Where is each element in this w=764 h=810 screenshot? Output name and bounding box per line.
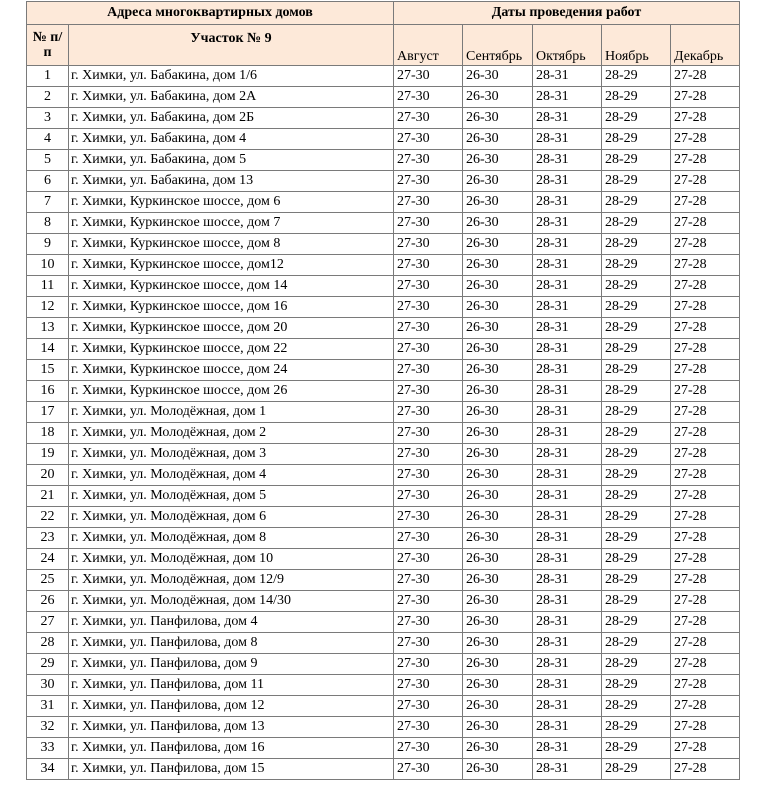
date-cell: 28-29 bbox=[602, 381, 671, 402]
row-number: 21 bbox=[27, 486, 69, 507]
date-cell: 27-30 bbox=[394, 528, 463, 549]
month-september: Сентябрь bbox=[463, 25, 533, 66]
address-cell: г. Химки, ул. Панфилова, дом 12 bbox=[69, 696, 394, 717]
address-cell: г. Химки, Куркинское шоссе, дом 6 bbox=[69, 192, 394, 213]
table-row bbox=[27, 759, 740, 780]
date-cell: 27-28 bbox=[671, 213, 740, 234]
date-cell: 26-30 bbox=[463, 570, 533, 591]
date-cell: 28-29 bbox=[602, 87, 671, 108]
date-cell: 28-31 bbox=[533, 465, 602, 486]
date-cell: 27-30 bbox=[394, 654, 463, 675]
date-cell: 27-28 bbox=[671, 759, 740, 780]
date-cell: 27-30 bbox=[394, 339, 463, 360]
row-number: 2 bbox=[27, 87, 69, 108]
date-cell: 27-28 bbox=[671, 108, 740, 129]
address-cell: г. Химки, ул. Молодёжная, дом 8 bbox=[69, 528, 394, 549]
date-cell: 27-30 bbox=[394, 255, 463, 276]
date-cell: 27-28 bbox=[671, 549, 740, 570]
row-number: 25 bbox=[27, 570, 69, 591]
date-cell: 28-29 bbox=[602, 591, 671, 612]
date-cell: 27-30 bbox=[394, 171, 463, 192]
date-cell: 27-28 bbox=[671, 276, 740, 297]
address-cell: г. Химки, ул. Молодёжная, дом 2 bbox=[69, 423, 394, 444]
addresses-title: Адреса многоквартирных домов bbox=[27, 2, 394, 25]
date-cell: 27-30 bbox=[394, 66, 463, 87]
date-cell: 27-30 bbox=[394, 318, 463, 339]
date-cell: 26-30 bbox=[463, 171, 533, 192]
row-number: 15 bbox=[27, 360, 69, 381]
table-row bbox=[27, 675, 740, 696]
month-december: Декабрь bbox=[671, 25, 740, 66]
date-cell: 26-30 bbox=[463, 402, 533, 423]
table-row bbox=[27, 87, 740, 108]
address-cell: г. Химки, ул. Молодёжная, дом 6 bbox=[69, 507, 394, 528]
date-cell: 27-28 bbox=[671, 255, 740, 276]
date-cell: 27-30 bbox=[394, 87, 463, 108]
date-cell: 28-31 bbox=[533, 339, 602, 360]
row-number: 17 bbox=[27, 402, 69, 423]
month-august: Август bbox=[394, 25, 463, 66]
row-number: 13 bbox=[27, 318, 69, 339]
table-row bbox=[27, 171, 740, 192]
date-cell: 26-30 bbox=[463, 465, 533, 486]
table-row bbox=[27, 654, 740, 675]
date-cell: 28-29 bbox=[602, 759, 671, 780]
date-cell: 28-31 bbox=[533, 318, 602, 339]
table-row bbox=[27, 192, 740, 213]
date-cell: 27-30 bbox=[394, 675, 463, 696]
date-cell: 27-30 bbox=[394, 423, 463, 444]
date-cell: 27-28 bbox=[671, 360, 740, 381]
date-cell: 28-29 bbox=[602, 360, 671, 381]
row-number: 32 bbox=[27, 717, 69, 738]
date-cell: 28-29 bbox=[602, 276, 671, 297]
date-cell: 27-30 bbox=[394, 360, 463, 381]
date-cell: 28-29 bbox=[602, 402, 671, 423]
date-cell: 27-30 bbox=[394, 297, 463, 318]
row-number: 10 bbox=[27, 255, 69, 276]
date-cell: 27-28 bbox=[671, 444, 740, 465]
date-cell: 26-30 bbox=[463, 528, 533, 549]
dates-title: Даты проведения работ bbox=[394, 2, 740, 25]
date-cell: 26-30 bbox=[463, 234, 533, 255]
section-header: Участок № 9 bbox=[69, 25, 394, 66]
address-cell: г. Химки, ул. Молодёжная, дом 14/30 bbox=[69, 591, 394, 612]
row-number: 12 bbox=[27, 297, 69, 318]
date-cell: 28-31 bbox=[533, 423, 602, 444]
table-row bbox=[27, 570, 740, 591]
row-number: 16 bbox=[27, 381, 69, 402]
row-number: 22 bbox=[27, 507, 69, 528]
date-cell: 28-31 bbox=[533, 234, 602, 255]
table-row bbox=[27, 591, 740, 612]
month-october: Октябрь bbox=[533, 25, 602, 66]
address-cell: г. Химки, ул. Панфилова, дом 4 bbox=[69, 612, 394, 633]
date-cell: 27-28 bbox=[671, 171, 740, 192]
date-cell: 27-28 bbox=[671, 381, 740, 402]
date-cell: 27-28 bbox=[671, 234, 740, 255]
date-cell: 28-29 bbox=[602, 507, 671, 528]
address-cell: г. Химки, Куркинское шоссе, дом 14 bbox=[69, 276, 394, 297]
date-cell: 28-31 bbox=[533, 213, 602, 234]
date-cell: 28-31 bbox=[533, 360, 602, 381]
date-cell: 26-30 bbox=[463, 591, 533, 612]
address-cell: г. Химки, Куркинское шоссе, дом 16 bbox=[69, 297, 394, 318]
date-cell: 26-30 bbox=[463, 360, 533, 381]
date-cell: 28-29 bbox=[602, 633, 671, 654]
address-cell: г. Химки, Куркинское шоссе, дом 24 bbox=[69, 360, 394, 381]
date-cell: 27-30 bbox=[394, 633, 463, 654]
date-cell: 27-28 bbox=[671, 486, 740, 507]
address-cell: г. Химки, ул. Бабакина, дом 13 bbox=[69, 171, 394, 192]
address-cell: г. Химки, ул. Панфилова, дом 8 bbox=[69, 633, 394, 654]
date-cell: 28-29 bbox=[602, 297, 671, 318]
date-cell: 27-30 bbox=[394, 549, 463, 570]
date-cell: 27-28 bbox=[671, 633, 740, 654]
table-row bbox=[27, 339, 740, 360]
address-cell: г. Химки, ул. Панфилова, дом 9 bbox=[69, 654, 394, 675]
date-cell: 27-28 bbox=[671, 675, 740, 696]
address-cell: г. Химки, ул. Панфилова, дом 13 bbox=[69, 717, 394, 738]
date-cell: 28-31 bbox=[533, 171, 602, 192]
row-number: 8 bbox=[27, 213, 69, 234]
row-number: 23 bbox=[27, 528, 69, 549]
address-cell: г. Химки, ул. Молодёжная, дом 3 bbox=[69, 444, 394, 465]
row-number: 31 bbox=[27, 696, 69, 717]
date-cell: 28-29 bbox=[602, 234, 671, 255]
table-row bbox=[27, 213, 740, 234]
table-row bbox=[27, 717, 740, 738]
date-cell: 26-30 bbox=[463, 192, 533, 213]
date-cell: 26-30 bbox=[463, 66, 533, 87]
date-cell: 27-30 bbox=[394, 192, 463, 213]
date-cell: 28-31 bbox=[533, 507, 602, 528]
table-row bbox=[27, 108, 740, 129]
date-cell: 28-29 bbox=[602, 423, 671, 444]
table-row bbox=[27, 507, 740, 528]
date-cell: 28-31 bbox=[533, 444, 602, 465]
row-number: 5 bbox=[27, 150, 69, 171]
date-cell: 28-31 bbox=[533, 570, 602, 591]
row-number: 11 bbox=[27, 276, 69, 297]
address-cell: г. Химки, Куркинское шоссе, дом 22 bbox=[69, 339, 394, 360]
date-cell: 28-31 bbox=[533, 276, 602, 297]
date-cell: 27-28 bbox=[671, 150, 740, 171]
address-cell: г. Химки, ул. Молодёжная, дом 4 bbox=[69, 465, 394, 486]
date-cell: 27-28 bbox=[671, 612, 740, 633]
address-cell: г. Химки, Куркинское шоссе, дом 26 bbox=[69, 381, 394, 402]
table-row bbox=[27, 318, 740, 339]
address-cell: г. Химки, ул. Молодёжная, дом 10 bbox=[69, 549, 394, 570]
date-cell: 26-30 bbox=[463, 423, 533, 444]
row-number: 3 bbox=[27, 108, 69, 129]
date-cell: 28-29 bbox=[602, 150, 671, 171]
row-number: 33 bbox=[27, 738, 69, 759]
address-cell: г. Химки, ул. Молодёжная, дом 1 bbox=[69, 402, 394, 423]
address-cell: г. Химки, ул. Панфилова, дом 11 bbox=[69, 675, 394, 696]
date-cell: 27-28 bbox=[671, 528, 740, 549]
date-cell: 28-29 bbox=[602, 570, 671, 591]
row-number: 34 bbox=[27, 759, 69, 780]
month-november: Ноябрь bbox=[602, 25, 671, 66]
table-row bbox=[27, 528, 740, 549]
date-cell: 28-31 bbox=[533, 255, 602, 276]
date-cell: 27-28 bbox=[671, 717, 740, 738]
address-cell: г. Химки, ул. Бабакина, дом 2Б bbox=[69, 108, 394, 129]
table-row bbox=[27, 381, 740, 402]
date-cell: 28-31 bbox=[533, 612, 602, 633]
row-number: 24 bbox=[27, 549, 69, 570]
date-cell: 28-31 bbox=[533, 108, 602, 129]
date-cell: 28-31 bbox=[533, 486, 602, 507]
date-cell: 27-28 bbox=[671, 402, 740, 423]
date-cell: 26-30 bbox=[463, 759, 533, 780]
date-cell: 27-30 bbox=[394, 213, 463, 234]
date-cell: 28-29 bbox=[602, 549, 671, 570]
row-number: 20 bbox=[27, 465, 69, 486]
date-cell: 28-29 bbox=[602, 339, 671, 360]
date-cell: 27-30 bbox=[394, 108, 463, 129]
table-row bbox=[27, 696, 740, 717]
date-cell: 26-30 bbox=[463, 318, 533, 339]
date-cell: 26-30 bbox=[463, 87, 533, 108]
date-cell: 28-29 bbox=[602, 66, 671, 87]
table-row bbox=[27, 129, 740, 150]
address-cell: г. Химки, ул. Бабакина, дом 2А bbox=[69, 87, 394, 108]
table-row bbox=[27, 297, 740, 318]
row-number: 4 bbox=[27, 129, 69, 150]
date-cell: 27-28 bbox=[671, 654, 740, 675]
date-cell: 26-30 bbox=[463, 297, 533, 318]
date-cell: 27-30 bbox=[394, 759, 463, 780]
date-cell: 26-30 bbox=[463, 738, 533, 759]
date-cell: 27-30 bbox=[394, 444, 463, 465]
address-cell: г. Химки, ул. Молодёжная, дом 12/9 bbox=[69, 570, 394, 591]
date-cell: 27-30 bbox=[394, 717, 463, 738]
date-cell: 26-30 bbox=[463, 675, 533, 696]
row-number: 6 bbox=[27, 171, 69, 192]
schedule-table bbox=[26, 1, 740, 780]
col-number-label: № п/ п bbox=[32, 30, 63, 60]
date-cell: 27-30 bbox=[394, 591, 463, 612]
address-cell: г. Химки, ул. Панфилова, дом 16 bbox=[69, 738, 394, 759]
header-row-top bbox=[27, 2, 740, 25]
col-number-header bbox=[27, 25, 69, 66]
date-cell: 27-30 bbox=[394, 402, 463, 423]
header-row-bottom bbox=[27, 25, 740, 66]
date-cell: 26-30 bbox=[463, 150, 533, 171]
date-cell: 26-30 bbox=[463, 108, 533, 129]
date-cell: 26-30 bbox=[463, 654, 533, 675]
table-row bbox=[27, 150, 740, 171]
date-cell: 28-31 bbox=[533, 654, 602, 675]
date-cell: 28-31 bbox=[533, 591, 602, 612]
date-cell: 28-29 bbox=[602, 255, 671, 276]
date-cell: 26-30 bbox=[463, 486, 533, 507]
date-cell: 28-31 bbox=[533, 297, 602, 318]
date-cell: 27-28 bbox=[671, 570, 740, 591]
date-cell: 26-30 bbox=[463, 612, 533, 633]
table-row bbox=[27, 549, 740, 570]
row-number: 18 bbox=[27, 423, 69, 444]
date-cell: 27-30 bbox=[394, 276, 463, 297]
address-cell: г. Химки, Куркинское шоссе, дом 20 bbox=[69, 318, 394, 339]
date-cell: 28-29 bbox=[602, 444, 671, 465]
address-cell: г. Химки, ул. Бабакина, дом 5 bbox=[69, 150, 394, 171]
table-row bbox=[27, 444, 740, 465]
date-cell: 27-28 bbox=[671, 339, 740, 360]
date-cell: 27-28 bbox=[671, 696, 740, 717]
date-cell: 28-31 bbox=[533, 696, 602, 717]
date-cell: 28-29 bbox=[602, 318, 671, 339]
date-cell: 28-29 bbox=[602, 675, 671, 696]
table-body bbox=[27, 2, 740, 780]
row-number: 9 bbox=[27, 234, 69, 255]
address-cell: г. Химки, ул. Молодёжная, дом 5 bbox=[69, 486, 394, 507]
date-cell: 27-30 bbox=[394, 507, 463, 528]
table-row bbox=[27, 234, 740, 255]
address-cell: г. Химки, Куркинское шоссе, дом12 bbox=[69, 255, 394, 276]
date-cell: 27-28 bbox=[671, 738, 740, 759]
date-cell: 27-28 bbox=[671, 423, 740, 444]
table-row bbox=[27, 402, 740, 423]
row-number: 28 bbox=[27, 633, 69, 654]
date-cell: 27-30 bbox=[394, 381, 463, 402]
table-row bbox=[27, 423, 740, 444]
date-cell: 27-30 bbox=[394, 150, 463, 171]
date-cell: 26-30 bbox=[463, 381, 533, 402]
date-cell: 27-28 bbox=[671, 591, 740, 612]
date-cell: 28-31 bbox=[533, 66, 602, 87]
date-cell: 27-28 bbox=[671, 318, 740, 339]
table-row bbox=[27, 255, 740, 276]
date-cell: 28-31 bbox=[533, 528, 602, 549]
date-cell: 28-31 bbox=[533, 192, 602, 213]
row-number: 19 bbox=[27, 444, 69, 465]
date-cell: 26-30 bbox=[463, 444, 533, 465]
table-row bbox=[27, 360, 740, 381]
date-cell: 27-30 bbox=[394, 738, 463, 759]
date-cell: 28-31 bbox=[533, 87, 602, 108]
date-cell: 28-31 bbox=[533, 150, 602, 171]
date-cell: 28-31 bbox=[533, 381, 602, 402]
row-number: 29 bbox=[27, 654, 69, 675]
date-cell: 28-29 bbox=[602, 528, 671, 549]
date-cell: 26-30 bbox=[463, 549, 533, 570]
date-cell: 26-30 bbox=[463, 213, 533, 234]
date-cell: 28-31 bbox=[533, 759, 602, 780]
row-number: 7 bbox=[27, 192, 69, 213]
table-row bbox=[27, 66, 740, 87]
date-cell: 26-30 bbox=[463, 339, 533, 360]
date-cell: 26-30 bbox=[463, 696, 533, 717]
date-cell: 28-29 bbox=[602, 654, 671, 675]
address-cell: г. Химки, Куркинское шоссе, дом 7 bbox=[69, 213, 394, 234]
date-cell: 28-29 bbox=[602, 465, 671, 486]
date-cell: 26-30 bbox=[463, 129, 533, 150]
date-cell: 28-29 bbox=[602, 108, 671, 129]
table-row bbox=[27, 612, 740, 633]
date-cell: 26-30 bbox=[463, 276, 533, 297]
date-cell: 27-30 bbox=[394, 465, 463, 486]
date-cell: 27-30 bbox=[394, 612, 463, 633]
date-cell: 27-28 bbox=[671, 297, 740, 318]
address-cell: г. Химки, Куркинское шоссе, дом 8 bbox=[69, 234, 394, 255]
date-cell: 27-30 bbox=[394, 486, 463, 507]
date-cell: 27-30 bbox=[394, 129, 463, 150]
date-cell: 28-31 bbox=[533, 717, 602, 738]
address-cell: г. Химки, ул. Бабакина, дом 4 bbox=[69, 129, 394, 150]
date-cell: 28-29 bbox=[602, 171, 671, 192]
date-cell: 28-29 bbox=[602, 717, 671, 738]
date-cell: 27-28 bbox=[671, 129, 740, 150]
table-row bbox=[27, 276, 740, 297]
date-cell: 27-28 bbox=[671, 66, 740, 87]
date-cell: 28-29 bbox=[602, 192, 671, 213]
date-cell: 26-30 bbox=[463, 507, 533, 528]
table-row bbox=[27, 486, 740, 507]
date-cell: 26-30 bbox=[463, 633, 533, 654]
address-cell: г. Химки, ул. Панфилова, дом 15 bbox=[69, 759, 394, 780]
date-cell: 28-29 bbox=[602, 213, 671, 234]
table-row bbox=[27, 465, 740, 486]
date-cell: 27-28 bbox=[671, 192, 740, 213]
date-cell: 27-28 bbox=[671, 465, 740, 486]
table-row bbox=[27, 633, 740, 654]
address-cell: г. Химки, ул. Бабакина, дом 1/6 bbox=[69, 66, 394, 87]
date-cell: 26-30 bbox=[463, 255, 533, 276]
date-cell: 27-30 bbox=[394, 570, 463, 591]
row-number: 14 bbox=[27, 339, 69, 360]
date-cell: 28-31 bbox=[533, 129, 602, 150]
date-cell: 28-29 bbox=[602, 612, 671, 633]
date-cell: 27-28 bbox=[671, 507, 740, 528]
row-number: 26 bbox=[27, 591, 69, 612]
date-cell: 28-29 bbox=[602, 738, 671, 759]
date-cell: 27-30 bbox=[394, 696, 463, 717]
row-number: 30 bbox=[27, 675, 69, 696]
date-cell: 28-31 bbox=[533, 633, 602, 654]
date-cell: 28-29 bbox=[602, 696, 671, 717]
row-number: 27 bbox=[27, 612, 69, 633]
date-cell: 26-30 bbox=[463, 717, 533, 738]
date-cell: 28-31 bbox=[533, 549, 602, 570]
date-cell: 28-29 bbox=[602, 129, 671, 150]
date-cell: 28-31 bbox=[533, 675, 602, 696]
row-number: 1 bbox=[27, 66, 69, 87]
date-cell: 28-31 bbox=[533, 738, 602, 759]
date-cell: 28-29 bbox=[602, 486, 671, 507]
date-cell: 27-28 bbox=[671, 87, 740, 108]
date-cell: 27-30 bbox=[394, 234, 463, 255]
date-cell: 28-31 bbox=[533, 402, 602, 423]
table-row bbox=[27, 738, 740, 759]
